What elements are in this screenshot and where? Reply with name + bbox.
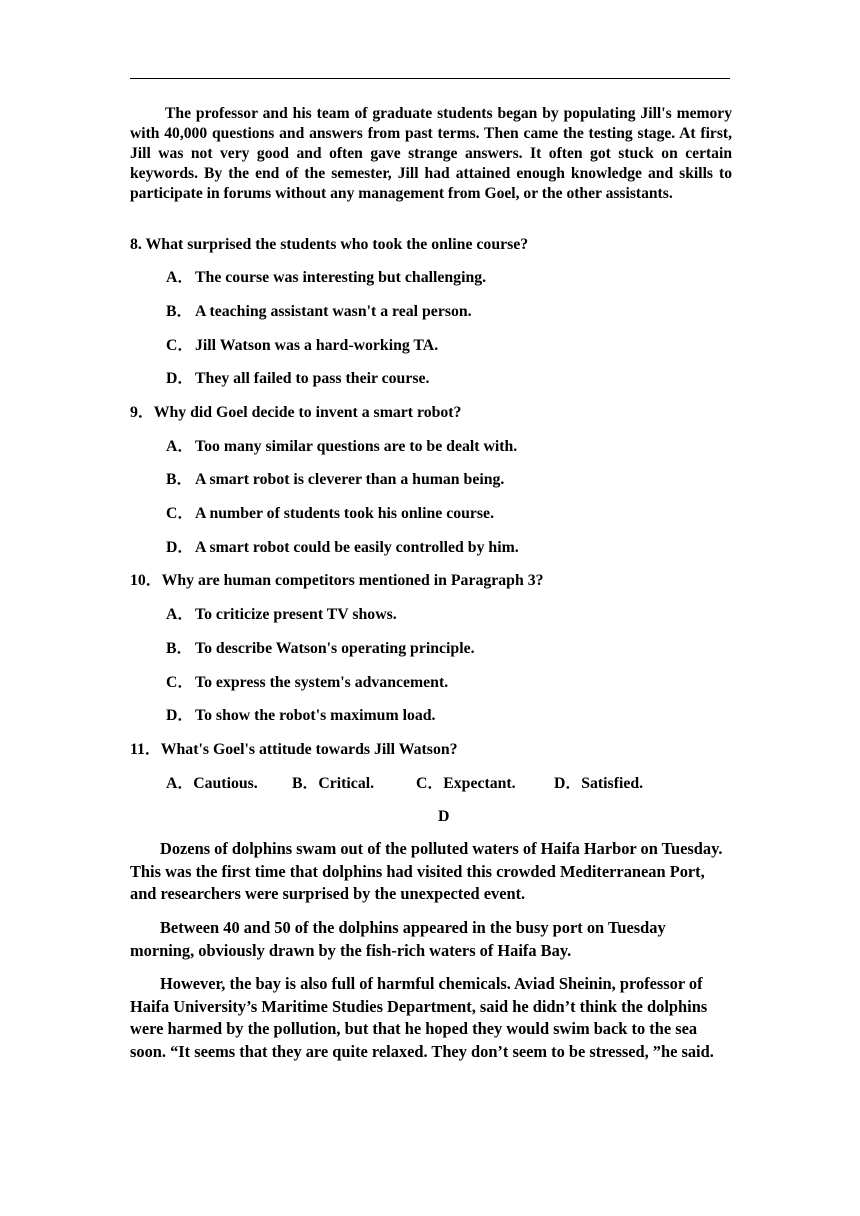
question-8-stem: 8. What surprised the students who took the online course? xyxy=(130,236,529,253)
option-text: A smart robot is cleverer than a human being. xyxy=(195,471,505,488)
section-d-paragraph-2: Between 40 and 50 of the dolphins appeared in the busy port on Tuesday morning, obviously drawn by the fish-rich waters of Haifa Bay. xyxy=(130,918,666,960)
option-text: A smart robot could be easily controlled by him. xyxy=(195,539,519,556)
question-9-option-a xyxy=(166,437,517,457)
section-d-heading: D xyxy=(438,808,450,825)
option-text: Critical. xyxy=(318,775,375,792)
option-label: D． xyxy=(166,707,194,724)
option-text: To criticize present TV shows. xyxy=(195,606,397,623)
section-d-paragraph-3: However, the bay is also full of harmful chemicals. Aviad Sheinin, professor of Haifa University’s Maritime Studies Department, said he didn’t think the dolphins were harmed by the pollution, but that he hoped they would swim back to the sea soon. “It seems that they are quite relaxed. They don’t seem to be stressed, ”he said. xyxy=(130,974,714,1061)
question-10-stem: 10．Why are human competitors mentioned in Paragraph 3? xyxy=(130,572,544,589)
question-8-option-d xyxy=(166,369,429,389)
option-label: B． xyxy=(166,303,193,320)
option-text: Too many similar questions are to be dealt with. xyxy=(195,438,518,455)
question-11-option-a xyxy=(166,774,292,794)
question-10-option-b xyxy=(166,639,475,659)
option-label: D． xyxy=(166,539,194,556)
option-label: C． xyxy=(416,775,444,792)
option-label: C． xyxy=(166,337,194,354)
option-text: A number of students took his online course. xyxy=(195,505,495,522)
option-text: To describe Watson's operating principle. xyxy=(195,640,475,657)
header-rule xyxy=(130,78,730,79)
option-text: Satisfied. xyxy=(581,775,644,792)
question-11-option-b xyxy=(292,774,416,794)
option-text: Jill Watson was a hard-working TA. xyxy=(195,337,439,354)
option-text: A teaching assistant wasn't a real person. xyxy=(195,303,472,320)
option-label: B． xyxy=(292,775,319,792)
question-11-option-d xyxy=(554,774,643,794)
option-label: D． xyxy=(554,775,582,792)
question-9-option-b xyxy=(166,470,504,490)
question-10-option-c xyxy=(166,673,448,693)
option-label: A． xyxy=(166,438,194,455)
question-9-option-c xyxy=(166,504,494,524)
passage-c-paragraph: The professor and his team of graduate students began by populating Jill's memory with 40,000 questions and answers from past terms. Then came the testing stage. At first, Jill was not very good and often gave strange answers. It often got stuck on certain keywords. By the end of the semester, Jill had attained enough knowledge and skills to participate in forums without any management from Goel, or the other assistants. xyxy=(130,105,732,202)
option-label: B． xyxy=(166,471,193,488)
option-text: To show the robot's maximum load. xyxy=(195,707,436,724)
option-text: To express the system's advancement. xyxy=(195,674,449,691)
question-8-option-a xyxy=(166,268,486,288)
section-d-paragraph-1: Dozens of dolphins swam out of the polluted waters of Haifa Harbor on Tuesday. This was the first time that dolphins had visited this crowded Mediterranean Port, and researchers were surprised by the unexpected event. xyxy=(130,839,723,903)
option-label: A． xyxy=(166,269,194,286)
question-8-option-c xyxy=(166,336,438,356)
option-label: D． xyxy=(166,370,194,387)
option-text: Expectant. xyxy=(443,775,516,792)
option-label: A． xyxy=(166,606,194,623)
question-11-options xyxy=(166,774,643,794)
question-9-option-d xyxy=(166,538,519,558)
option-label: A． xyxy=(166,775,194,792)
question-8-option-b xyxy=(166,302,472,322)
question-10-option-a xyxy=(166,605,397,625)
question-10-option-d xyxy=(166,706,436,726)
option-label: C． xyxy=(166,674,194,691)
option-text: They all failed to pass their course. xyxy=(195,370,430,387)
option-label: C． xyxy=(166,505,194,522)
option-text: Cautious. xyxy=(193,775,258,792)
question-9-stem: 9．Why did Goel decide to invent a smart robot? xyxy=(130,404,462,421)
option-text: The course was interesting but challenging. xyxy=(195,269,487,286)
question-11-stem: 11．What's Goel's attitude towards Jill Watson? xyxy=(130,741,458,758)
question-11-option-c xyxy=(416,774,554,794)
option-label: B． xyxy=(166,640,193,657)
